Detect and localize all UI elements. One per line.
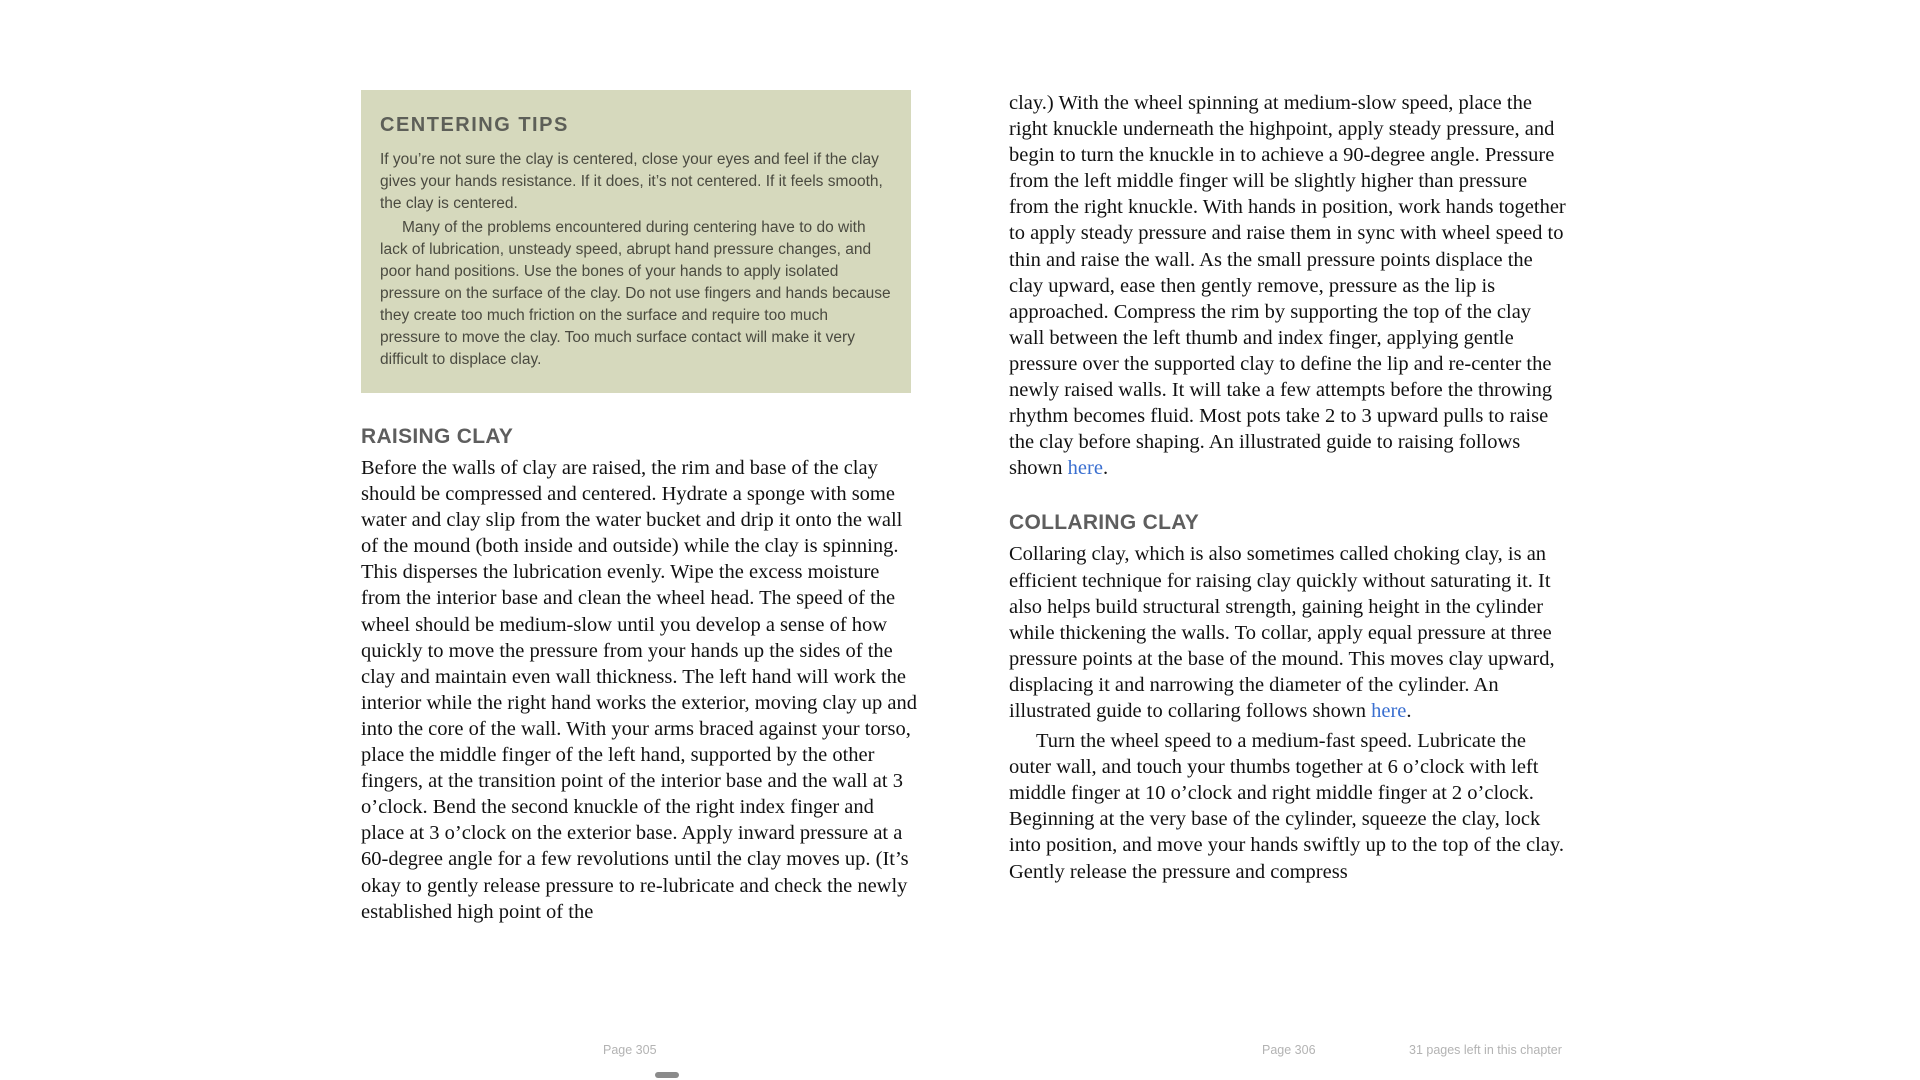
collaring-clay-heading: COLLARING CLAY [1009, 511, 1200, 535]
raising-guide-link[interactable]: here [1067, 457, 1103, 480]
period: . [1406, 699, 1412, 722]
raising-clay-body: Before the walls of clay are raised, the rim and base of the clay should be compressed and centered. Hydrate a sponge with some water and clay slip from the water bucket and drip it onto the wall of the mound (both inside and outside) while the clay is spinning. This disperses the lubrication evenly. Wipe the excess moisture from the interior base and clean the wheel head. The speed of the wheel should be medium-slow until you develop a sense of how quickly to move the pressure from your hands up the sides of the clay and maintain even wall thickness. The left hand will work the interior while the right hand works the exterior, moving clay up and into the core of the wall. With your arms braced against your torso, place the middle finger of the left hand, supported by the other fingers, at the transition point of the interior base and the wall at 3 o’clock. Bend the second knuckle of the right index finger and place at 3 o’clock on the exterior base. Apply inward pressure at a 60-degree angle for a few revolutions until the clay moves up. (It’s okay to gently release pressure to re-lubricate and check the newly established high point of the [361, 457, 917, 923]
period: . [1102, 457, 1109, 480]
right-page-number: Page 306 [1262, 1043, 1316, 1057]
tip-paragraph-1: If you’re not sure the clay is centered, close your eyes and feel if the clay gives your hands resistance. If it does, it’s not centered. If it feels smooth, the clay is centered. [380, 151, 883, 212]
tip-box-title: CENTERING TIPS [380, 114, 569, 136]
centering-tips-box [361, 90, 911, 393]
tip-paragraph-2: Many of the problems encountered during centering have to do with lack of lubrication, unsteady speed, abrupt hand pressure changes, and poor hand positions. Use the bones of your hands to apply isolated pressure on the surface of the clay. Do not use fingers and hands because they create too much friction on the surface and require too much pressure to move the clay. Too much surface contact will make it very difficult to displace clay. [380, 219, 891, 368]
page-scroll-handle[interactable] [655, 1072, 679, 1078]
right-page [1009, 0, 1569, 885]
raising-continued-paragraph [1009, 90, 1569, 481]
chapter-pages-left: 31 pages left in this chapter [1409, 1043, 1562, 1057]
left-page-number: Page 305 [603, 1043, 657, 1057]
raising-continued-text: clay.) With the wheel spinning at medium-slow speed, place the right knuckle underneath the highpoint, apply steady pressure, and begin to turn the knuckle in to achieve a 90-degree angle. Pressure from the left middle finger will be slightly higher than pressure from the right knuckle. With hands in position, work hands together to apply steady pressure and raise them in sync with wheel speed to thin and raise the wall. As the small pressure points displace the clay upward, ease then gently remove, pressure as the lip is approached. Compress the rim by supporting the top of the clay wall between the left thumb and index finger, applying gentle pressure over the supported clay to define the lip and re-center the newly raised walls. It will take a few attempts before the throwing rhythm becomes fluid. Most pots take 2 to 3 upward pulls to raise the clay before shaping. An illustrated guide to raising follows shown [1009, 92, 1566, 480]
left-page [361, 0, 921, 925]
collaring-text: Collaring clay, which is also sometimes called choking clay, is an efficient technique for raising clay quickly without saturating it. It also helps build structural strength, gaining height in the cylinder while thickening the walls. To collar, apply equal pressure at three pressure points at the base of the mound. This moves clay upward, displacing it and narrowing the diameter of the cylinder. An illustrated guide to collaring follows shown [1009, 543, 1555, 722]
collaring-guide-link[interactable]: here [1371, 699, 1407, 722]
collaring-paragraph-1 [1009, 541, 1569, 724]
raising-clay-heading: RAISING CLAY [361, 425, 514, 448]
collaring-paragraph-2: Turn the wheel speed to a medium-fast speed. Lubricate the outer wall, and touch your thumbs together at 6 o’clock with left middle finger at 10 o’clock and right middle finger at 2 o’clock. Beginning at the very base of the cylinder, squeeze the clay, lock into position, and move your hands swiftly up to the top of the clay. Gently release the pressure and compress [1009, 730, 1564, 883]
